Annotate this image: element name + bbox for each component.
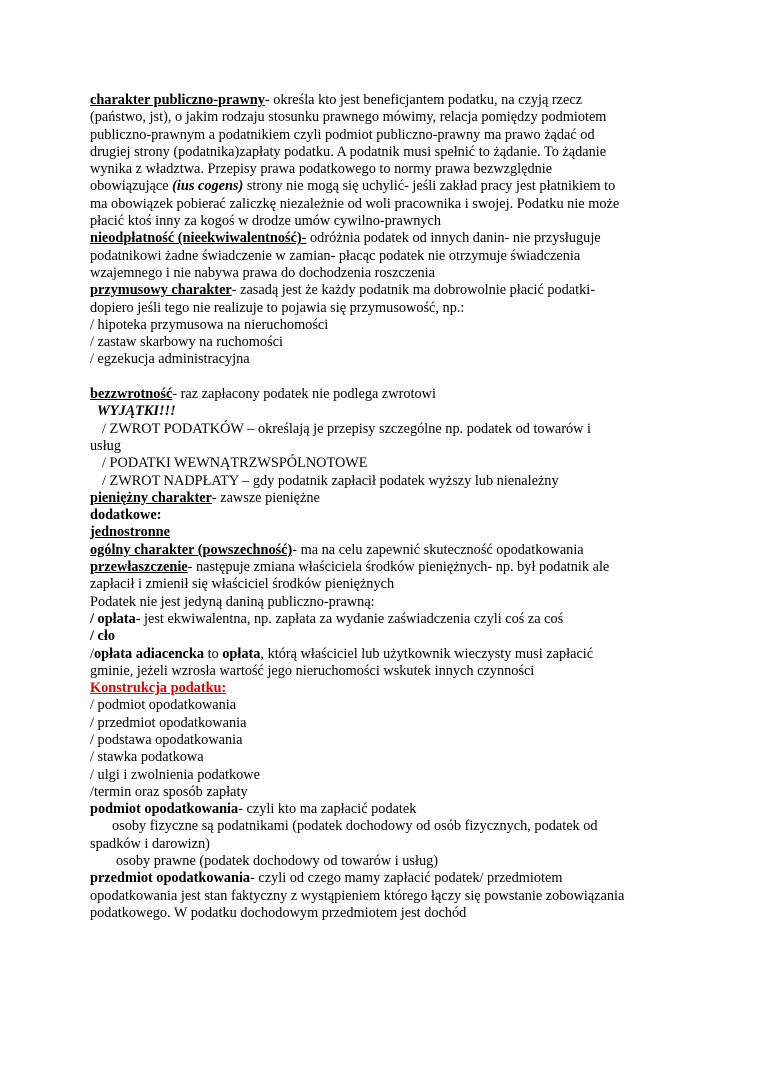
list-item: /termin oraz sposób zapłaty	[90, 783, 248, 800]
line-text: - określa kto jest beneficjantem podatku, na czyją rzecz	[264, 92, 583, 108]
line-text: - jest ekwiwalentna, np. zapłata za wydanie zaświadczenia czyli coś za coś	[135, 610, 564, 627]
line-text: - czyli kto ma zapłacić podatek	[238, 801, 417, 818]
line-text: - zasadą jest że każdy podatnik ma dobrowolnie płacić podatki-	[231, 282, 596, 299]
text-line	[90, 230, 680, 247]
blank-line	[90, 369, 680, 386]
text-line	[90, 282, 680, 299]
list-item: / ZWROT PODATKÓW – określają je przepisy szczególne np. podatek od towarów i	[102, 420, 592, 437]
term-bold: opłata adiacencka	[93, 645, 204, 662]
text-line: wzajemnego i nie nabywa prawa do dochodzenia roszczenia	[90, 264, 435, 281]
text-line	[90, 386, 680, 403]
term-heading: pieniężny charakter	[90, 489, 212, 506]
line-text: - ma na celu zapewnić skuteczność opodatkowania	[292, 541, 584, 558]
text-line: wynika z władztwa. Przepisy prawa podatkowego to normy prawa bezwzględnie	[90, 161, 553, 178]
text-line: usług	[90, 437, 121, 454]
text-line: podatnikowi żadne świadczenie w zamian- płacąc podatek nie otrzymuje świadczenia	[90, 247, 581, 264]
text-line: (państwo, jst), o jakim rodzaju stosunku prawnego mówimy, relacja pomiędzy podmiotem	[90, 109, 607, 126]
text-line	[90, 801, 680, 818]
line-text: - raz zapłacony podatek nie podlega zwrotowi	[172, 386, 436, 403]
text-line: opodatkowania jest stan faktyczny z wystąpieniem którego łączy się powstanie zobowiązania	[90, 887, 625, 904]
line-text: , którą właściciel lub użytkownik wieczysty musi zapłacić	[260, 645, 594, 662]
slash-text: /	[90, 645, 94, 662]
term-heading: przymusowy charakter	[90, 282, 232, 299]
exceptions-heading: WYJĄTKI!!!	[97, 403, 176, 420]
list-item: / zastaw skarbowy na ruchomości	[90, 334, 283, 351]
text-line	[90, 490, 680, 507]
section-heading: Konstrukcja podatku:	[90, 680, 227, 697]
text-line	[90, 559, 680, 576]
text-line: drugiej strony (podatnika)zapłaty podatku. A podatnik musi spełnić to żądanie. To żądanie	[90, 143, 607, 160]
text-line: ma obowiązek pobierać zaliczkę niezależnie od woli pracownika i swojej. Podatku nie może	[90, 195, 620, 212]
text-line: publiczno-prawnym a podatnikiem czyli podmiot publiczno-prawny ma prawo żądać od	[90, 126, 595, 143]
line-text: - zawsze pieniężne	[211, 489, 320, 506]
subheading: dodatkowe:	[90, 507, 162, 524]
list-item: / egzekucja administracyjna	[90, 351, 250, 368]
term-bold: opłata	[222, 645, 261, 662]
text-line: płacić ktoś inny za kogoś w drodze umów cywilno-prawnych	[90, 213, 441, 230]
term-bold: / cło	[90, 628, 116, 645]
text-line	[90, 611, 680, 628]
text-line: spadków i darowizn)	[90, 835, 210, 852]
list-item: / podmiot opodatkowania	[90, 697, 237, 714]
text-line: gminie, jeżeli wzrosła wartość jego nieruchomości wskutek innych czynności	[90, 662, 535, 679]
term-heading: przewłaszczenie	[90, 559, 188, 576]
text-line	[90, 542, 680, 559]
text-line: osoby fizyczne są podatnikami (podatek dochodowy od osób fizycznych, podatek od	[112, 818, 598, 835]
text-line: osoby prawne (podatek dochodowy od towarów i usług)	[116, 853, 439, 870]
term-bold: / opłata	[90, 610, 136, 627]
list-item: / hipoteka przymusowa na nieruchomości	[90, 316, 329, 333]
line-text: - następuje zmiana właściciela środków pieniężnych- np. był podatnik ale	[187, 559, 610, 576]
term-heading: nieodpłatność (nieekwiwalentność)-	[90, 230, 307, 247]
term-heading: jednostronne	[90, 524, 170, 541]
text-line: zapłacił i zmienił się właściciel środków pieniężnych	[90, 576, 395, 593]
list-item: / stawka podatkowa	[90, 749, 204, 766]
document-page	[90, 92, 680, 922]
text-line	[90, 870, 680, 887]
line-text: to	[204, 645, 223, 662]
line-text: obowiązujące	[90, 178, 173, 195]
text-line	[90, 178, 680, 195]
term-heading: charakter publiczno-prawny	[90, 92, 265, 108]
text-line: Podatek nie jest jedyną daniną publiczno-prawną:	[90, 593, 375, 610]
list-item: / przedmiot opodatkowania	[90, 714, 247, 731]
term-bold: przedmiot opodatkowania	[90, 870, 251, 887]
text-line	[90, 646, 680, 663]
list-item: / podstawa opodatkowania	[90, 731, 243, 748]
text-line	[90, 92, 680, 109]
list-item: / PODATKI WEWNĄTRZWSPÓLNOTOWE	[102, 455, 368, 472]
term-heading: ogólny charakter (powszechność)	[90, 541, 293, 558]
list-item: / ulgi i zwolnienia podatkowe	[90, 766, 260, 783]
line-text: - czyli od czego mamy zapłacić podatek/ przedmiotem	[250, 870, 563, 887]
line-text: odróżnia podatek od innych danin- nie przysługuje	[306, 230, 601, 247]
text-line: dopiero jeśli tego nie realizuje to pojawia się przymusowość, np.:	[90, 299, 465, 316]
line-text: strony nie mogą się uchylić- jeśli zakład pracy jest płatnikiem to	[243, 178, 616, 195]
term-bold: podmiot opodatkowania	[90, 801, 239, 818]
term-heading: bezzwrotność	[90, 386, 173, 403]
emphasis-text: (ius cogens)	[172, 178, 244, 195]
list-item: / ZWROT NADPŁATY – gdy podatnik zapłacił podatek wyższy lub nienależny	[102, 472, 559, 489]
text-line: podatkowego. W podatku dochodowym przedmiotem jest dochód	[90, 904, 467, 921]
